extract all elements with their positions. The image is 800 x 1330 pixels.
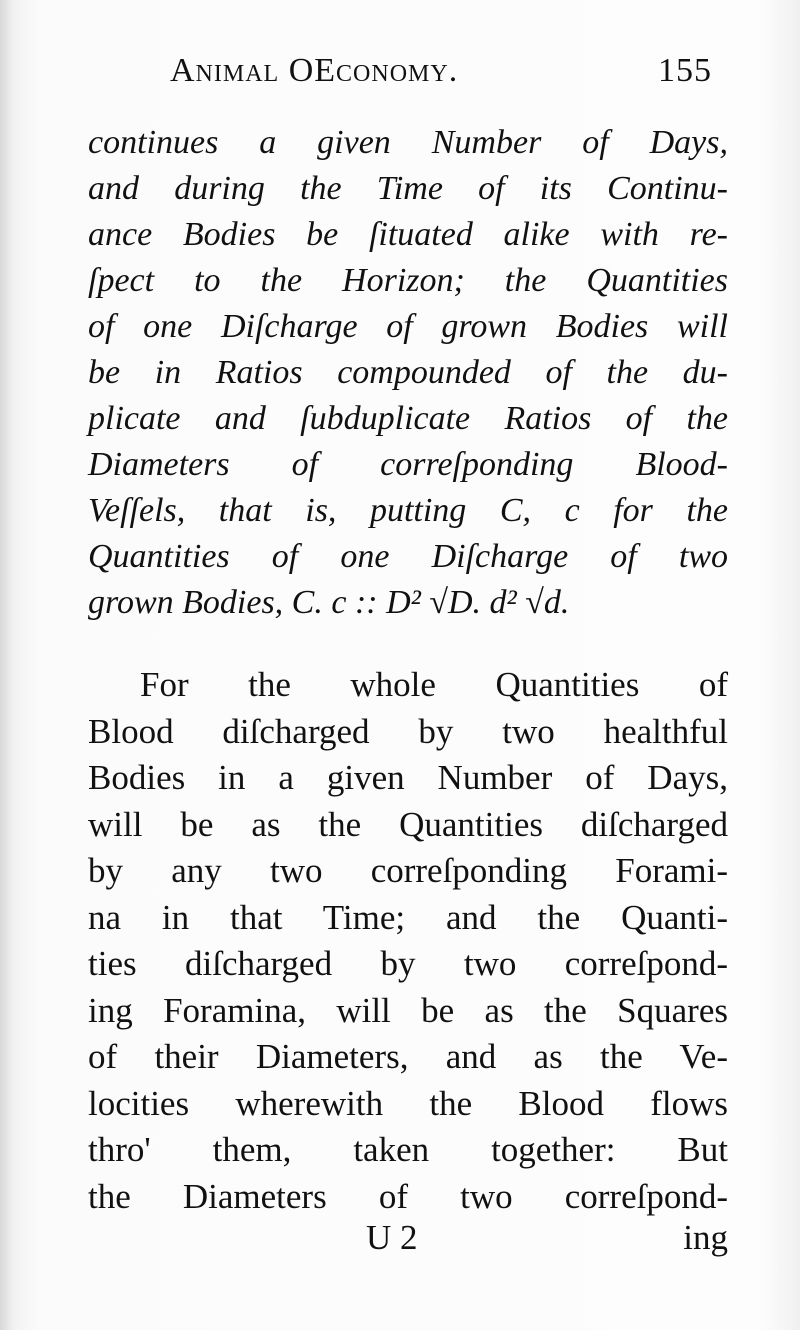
text-line: plicate and ſubduplicate Ratios of the: [88, 400, 728, 437]
text-line: of their Diameters, and as the Ve-: [88, 1037, 728, 1076]
text-line: Blood diſcharged by two healthful: [88, 711, 728, 751]
text-line: Bodies in a given Number of Days,: [88, 758, 728, 797]
page-number: 155: [658, 52, 712, 89]
running-header: [170, 52, 730, 96]
text-line: Diameters of correſponding Blood-: [88, 446, 728, 483]
text-line: by any two correſponding Forami-: [88, 851, 728, 890]
signature-mark: U 2: [366, 1218, 418, 1257]
page-footer: [88, 1218, 728, 1264]
text-line: locities wherewith the Blood flows: [88, 1083, 728, 1123]
text-line: ing Foramina, will be as the Squares: [88, 990, 728, 1030]
text-line: na in that Time; and the Quanti-: [88, 897, 728, 937]
text-line: grown Bodies, C. c :: D² √D. d² √d.: [88, 584, 570, 621]
text-line: of one Diſcharge of grown Bodies will: [88, 308, 728, 345]
text-line: For the whole Quantities of: [140, 665, 728, 704]
text-line: and during the Time of its Continu-: [88, 170, 728, 207]
running-title: Animal OEconomy.: [170, 52, 459, 89]
text-line: continues a given Number of Days,: [88, 124, 728, 161]
text-line: will be as the Quantities diſcharged: [88, 804, 728, 844]
text-line: the Diameters of two correſpond-: [88, 1176, 728, 1216]
paragraph-roman: [88, 662, 728, 1220]
text-line: ance Bodies be ſituated alike with re-: [88, 216, 728, 253]
text-line: Veſſels, that is, putting C, c for the: [88, 492, 728, 529]
text-line: ties diſcharged by two correſpond-: [88, 944, 728, 983]
paragraph-italic: [88, 120, 728, 626]
catchword: ing: [683, 1218, 728, 1257]
text-line: be in Ratios compounded of the du-: [88, 354, 728, 391]
text-line: ſpect to the Horizon; the Quantities: [88, 262, 728, 299]
text-line: thro' them, taken together: But: [88, 1130, 728, 1169]
text-line: Quantities of one Diſcharge of two: [88, 538, 728, 575]
